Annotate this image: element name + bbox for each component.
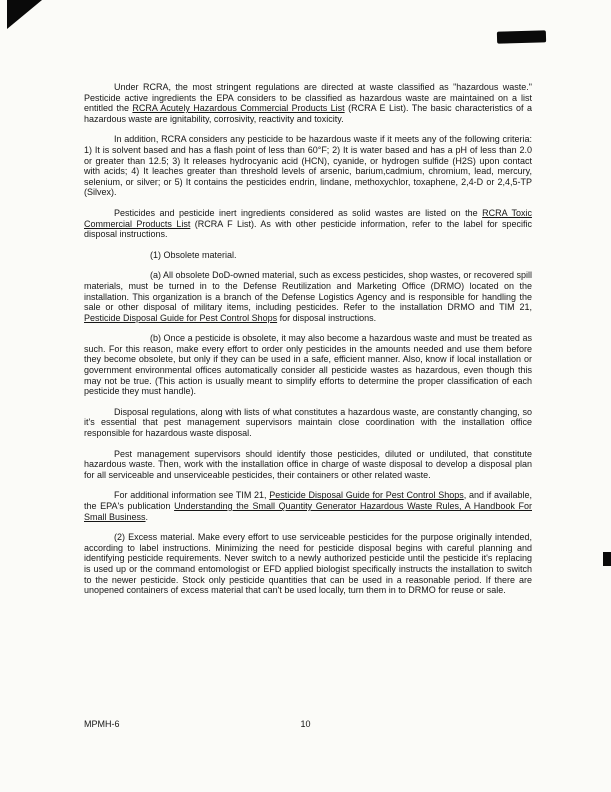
text-run: Pest management supervisors should identify those pesticides, diluted or undiluted, that constitute hazardous waste. Then, work with the installation office in charge of waste disposal to develop a disposal plan for all serviceable and unserviceable pesticides, their containers or other related waste. bbox=[84, 448, 532, 480]
text-run: (a) All obsolete DoD-owned material, such as excess pesticides, shop wastes, or recovered spill materials, must be turned in to the Defense Reutilization and Marketing Office (DRMO) located on the installation. This organization is a branch of the Defense Logistics Agency and is responsible for handling the sale or other disposal of military items, including pesticides. Refer to the installation DRMO and TIM 21, bbox=[84, 270, 532, 313]
underlined-reference: Understanding the Small Quantity Generator Hazardous Waste Rules, A Handbook For Small Business bbox=[84, 501, 532, 522]
text-run: Disposal regulations, along with lists of what constitutes a hazardous waste, are constantly changing, so it's essential that pest management supervisors maintain close coordination with the installation office responsible for hazardous waste disposal. bbox=[84, 406, 532, 439]
paragraph bbox=[84, 250, 532, 261]
paragraph bbox=[84, 270, 532, 323]
paragraph bbox=[84, 333, 532, 397]
text-run: , and if available, the EPA's publication bbox=[84, 490, 532, 511]
text-run: (2) Excess material. Make every effort to use serviceable pesticides for the purpose originally intended, according to label instructions. Minimizing the need for pesticide disposal begins with careful planning and identifying pesticide requirements. Never switch to a newly authorized pesticide until the pesticide it's replacing is used up or the command entomologist or EFD applied biologist specifically instructs the installation to switch to the newer pesticide. Stock only pesticide quantities that can be used in a reasonable period. If there are unopened containers of excess material that can't be used locally, turn them in to DRMO for reuse or sale. bbox=[84, 532, 532, 596]
underlined-reference: RCRA Toxic Commercial Products List bbox=[84, 207, 532, 229]
paragraph bbox=[84, 490, 532, 522]
text-run: (RCRA E List). The basic characteristics of a hazardous waste are ignitability, corrosivity, reactivity and toxicity. bbox=[84, 103, 532, 124]
scan-artifact-right-edge bbox=[603, 552, 611, 566]
text-run: For additional information see TIM 21, bbox=[114, 490, 270, 501]
paragraph bbox=[84, 82, 532, 124]
page-number: 10 bbox=[300, 719, 311, 729]
document-body bbox=[84, 82, 532, 606]
underlined-reference: Pesticide Disposal Guide for Pest Control Shops bbox=[269, 490, 464, 501]
scan-artifact-top-left bbox=[7, 0, 42, 29]
text-run: (RCRA F List). As with other pesticide information, refer to the label for specific disposal instructions. bbox=[84, 218, 532, 240]
underlined-reference: Pesticide Disposal Guide for Pest Control Shops bbox=[84, 312, 278, 323]
text-run: Under RCRA, the most stringent regulations are directed at waste classified as "hazardous waste." Pesticide active ingredients the EPA considers to be classified as hazardous waste are maintained on a list entitled the bbox=[84, 82, 532, 114]
document-id: MPMH-6 bbox=[84, 719, 120, 729]
text-run: (1) Obsolete material. bbox=[150, 249, 237, 260]
text-run: for disposal instructions. bbox=[277, 312, 377, 323]
text-run: In addition, RCRA considers any pesticide to be hazardous waste if it meets any of the following criteria: 1) It is solvent based and has a flash point of less than 60°F; 2) It is water based and has a pH of less than 2.0 or greater than 12.5; 3) It releases hydrocyanic acid (HCN), cyanide, or hydrogen sulfide (H2S) upon contact with acids; 4) It leaches greater than threshold levels of arsenic, barium,cadmium, chromium, lead, mercury, selenium, or silver; or 5) It contains the pesticides endrin, lindane, methoxychlor, toxaphene, 2,4-D or 2,4,5-TP (Silvex). bbox=[84, 134, 532, 198]
paragraph bbox=[84, 449, 532, 481]
underlined-reference: RCRA Acutely Hazardous Commercial Products List bbox=[132, 103, 345, 114]
paragraph bbox=[84, 134, 532, 198]
text-run: . bbox=[145, 511, 149, 522]
paragraph bbox=[84, 407, 532, 439]
scan-artifact-top-right bbox=[497, 30, 546, 43]
text-run: Pesticides and pesticide inert ingredients considered as solid wastes are listed on the bbox=[114, 207, 483, 218]
paragraph bbox=[84, 208, 532, 240]
text-run: (b) Once a pesticide is obsolete, it may also become a hazardous waste and must be treated as such. For this reason, make every effort to order only pesticides in the amounts needed and use them before they become obsolete, but only if they can be used in a safe, efficient manner. Also, know if local installation or government environmental offices automatically consider all pesticide wastes as hazardous, even though this may not be true. (This action is usually meant to simplify efforts to determine the proper classification of each pesticide they must handle). bbox=[84, 333, 532, 397]
paragraph bbox=[84, 532, 532, 596]
